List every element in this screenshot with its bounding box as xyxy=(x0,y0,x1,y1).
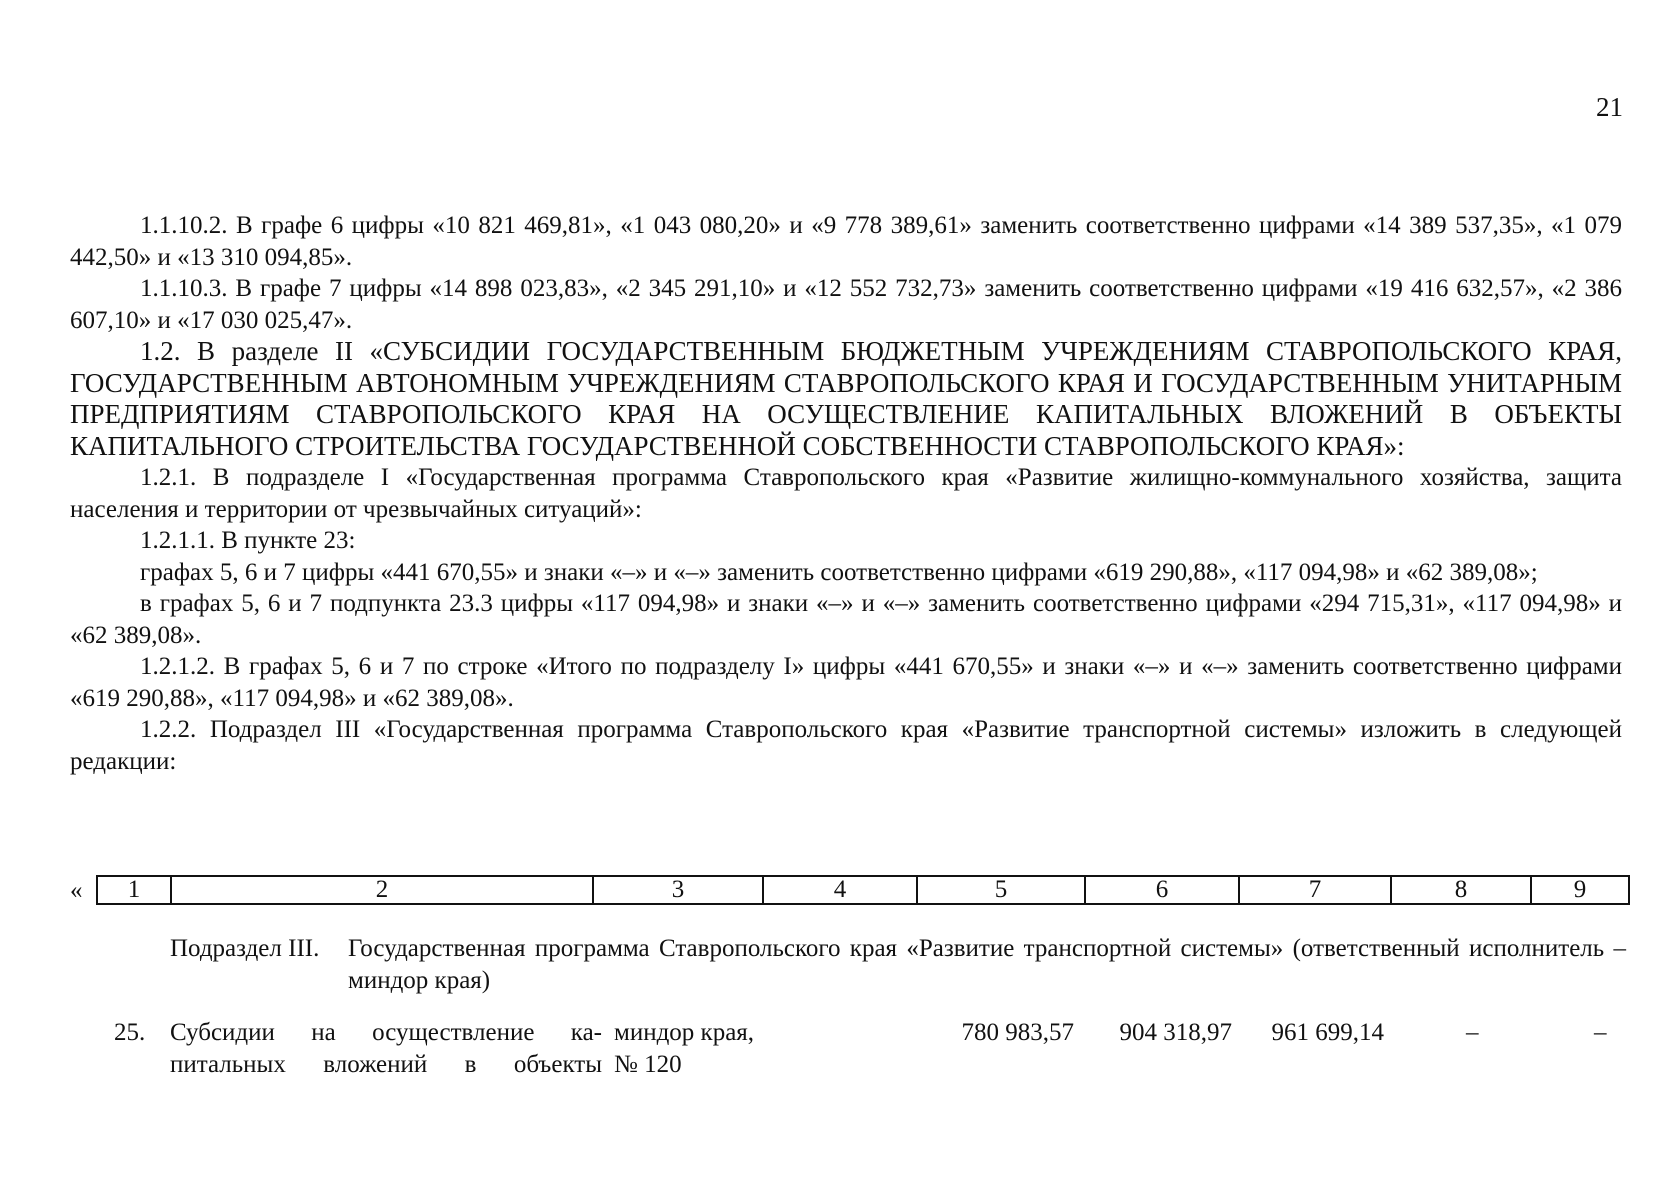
paragraph-1-1-10-3: 1.1.10.3. В графе 7 цифры «14 898 023,83», «2 345 291,10» и «12 552 732,73» заменить соответственно цифрами «19 416 632,57», «2 386 607,10» и «17 030 025,47». xyxy=(70,275,1622,334)
paragraph-1-2-1-1: 1.2.1.1. В пункте 23: xyxy=(140,527,356,554)
column-number-5: 5 xyxy=(917,876,1085,904)
row-col-5: 780 983,57 xyxy=(961,1019,1074,1046)
column-number-4: 4 xyxy=(763,876,917,904)
column-number-8: 8 xyxy=(1391,876,1531,904)
column-number-2: 2 xyxy=(171,876,593,904)
row-col-6: 904 318,97 xyxy=(1119,1019,1232,1046)
paragraph-1-2-1: 1.2.1. В подразделе I «Государственная программа Ставропольского края «Развитие жилищно-коммунального хозяйства, защита населения и территории от чрезвычайных ситуаций»: xyxy=(70,464,1622,523)
row-name: Субсидии на осуществление ка- питальных вложений в объекты xyxy=(170,1019,602,1078)
column-number-6: 6 xyxy=(1085,876,1239,904)
row-number: 25. xyxy=(114,1019,146,1046)
column-number-9: 9 xyxy=(1531,876,1629,904)
document-body xyxy=(70,210,1622,777)
column-number-3: 3 xyxy=(593,876,763,904)
paragraph-1-2-2: 1.2.2. Подраздел III «Государственная программа Ставропольского края «Развитие транспортной системы» изложить в следующей редакции: xyxy=(70,716,1622,775)
open-quote: « xyxy=(70,877,83,904)
column-number-table xyxy=(96,875,1630,905)
row-col-7: 961 699,14 xyxy=(1271,1019,1384,1046)
column-number-7: 7 xyxy=(1239,876,1391,904)
paragraph-grafah-2: в графах 5, 6 и 7 подпункта 23.3 цифры «117 094,98» и знаки «–» и «–» заменить соответственно цифрами «294 715,31», «117 094,98» и «62 389,08». xyxy=(70,590,1622,649)
subsection-lead: Подраздел III. xyxy=(170,935,320,962)
paragraph-1-2-1-2: 1.2.1.2. В графах 5, 6 и 7 по строке «Итого по подразделу I» цифры «441 670,55» и знаки «–» и «–» заменить соответственно цифрами «619 290,88», «117 094,98» и «62 389,08». xyxy=(70,653,1622,712)
paragraph-1-2-section-heading: 1.2. В разделе II «СУБСИДИИ ГОСУДАРСТВЕННЫМ БЮДЖЕТНЫМ УЧРЕЖДЕНИЯМ СТАВРОПОЛЬСКОГО КРАЯ, ГОСУДАРСТВЕННЫМ АВТОНОМНЫМ УЧРЕЖДЕНИЯМ СТАВРОПОЛЬСКОГО КРАЯ И ГОСУДАРСТВЕННЫМ УНИТАРНЫМ ПРЕДПРИЯТИЯМ СТАВРОПОЛЬСКОГО КРАЯ НА ОСУЩЕСТВЛЕНИЕ КАПИТАЛЬНЫХ ВЛОЖЕНИЙ В ОБЪЕКТЫ КАПИТАЛЬНОГО СТРОИТЕЛЬСТВА ГОСУДАРСТВЕННОЙ СОБСТВЕННОСТИ СТАВРОПОЛЬСКОГО КРАЯ»: xyxy=(70,336,1622,461)
row-col-8: – xyxy=(1466,1019,1479,1046)
paragraph-grafah-1: графах 5, 6 и 7 цифры «441 670,55» и знаки «–» и «–» заменить соответственно цифрами «619 290,88», «117 094,98» и «62 389,08»; xyxy=(140,558,1538,586)
paragraph-1-1-10-2: 1.1.10.2. В графе 6 цифры «10 821 469,81», «1 043 080,20» и «9 778 389,61» заменить соответственно цифрами «14 389 537,35», «1 079 442,50» и «13 310 094,85». xyxy=(70,212,1622,271)
page-number: 21 xyxy=(1596,92,1623,122)
column-number-1: 1 xyxy=(97,876,171,904)
subsection-title: Государственная программа Ставропольского края «Развитие транспортной системы» (ответственный исполнитель – миндор края) xyxy=(348,935,1626,994)
row-executor: миндор края, № 120 xyxy=(614,1019,755,1078)
subsection-heading xyxy=(170,933,1626,996)
row-col-9: – xyxy=(1594,1019,1607,1046)
